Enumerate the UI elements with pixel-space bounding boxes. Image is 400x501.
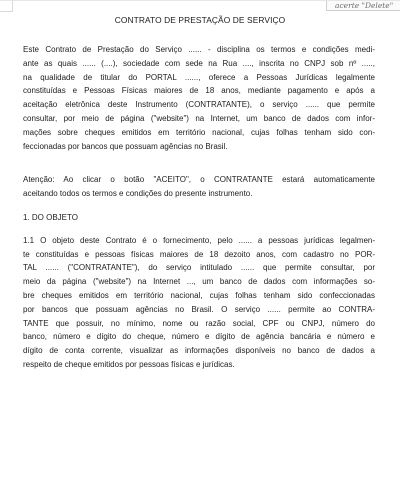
text-line: TANTE que possuir, no mínimo, nome ou razão social, CPF ou CNPJ, número do bbox=[23, 318, 375, 328]
text-line: te constituídas e pessoas físicas maiores de 18 dezoito anos, com cadastro no POR- bbox=[23, 249, 375, 259]
text-line: consultar, por meio de página ("website") na Internet, um banco de dados com infor- bbox=[23, 113, 375, 123]
text-line: Atenção: Ao clicar o botão "ACEITO", o CONTRATANTE estará automaticamente bbox=[23, 175, 375, 185]
attention-paragraph bbox=[23, 173, 375, 201]
text-line: banco, número e dígito do cheque, número e dígito de agência bancária e número e bbox=[23, 332, 375, 342]
text-line: meio da página ("website") na Internet ..., um banco de dados com informações so- bbox=[23, 277, 375, 287]
text-line: ante as quais ...... (....), sociedade com sede na Rua ...., inscrita no CNPJ sob nº ....., bbox=[23, 58, 375, 68]
text-line: dígito de conta corrente, visualizar as informações disponíveis no banco de dados a bbox=[23, 346, 375, 356]
document-title: CONTRATO DE PRESTAÇÃO DE SERVIÇO bbox=[114, 15, 286, 25]
text-line: Este Contrato de Prestação do Serviço ...... - disciplina os termos e condições medi- bbox=[23, 45, 375, 54]
text-line: respeito de cheque emitidos por pessoas físicas e jurídicas. bbox=[23, 359, 235, 369]
delete-hint-label: acerte "Delete" bbox=[326, 1, 400, 11]
section-heading: 1. DO OBJETO bbox=[23, 212, 78, 222]
text-line: na qualidade de titular do PORTAL ......, oferece a Pessoas Jurídicas legalmente bbox=[23, 72, 375, 82]
text-line: 1.1 O objeto deste Contrato é o fornecimento, pelo ...... a pessoas jurídicas legalmen- bbox=[23, 235, 375, 245]
text-line: por bancos que possuam agências no Brasil. O serviço ...... permite ao CONTRA- bbox=[23, 304, 375, 314]
text-line: feccionadas por bancos que possuam agências no Brasil. bbox=[23, 141, 228, 151]
text-line: aceitando todos os termos e condições do presente instrumento. bbox=[23, 189, 253, 199]
object-paragraph bbox=[23, 234, 375, 372]
text-line: mações sobre cheques emitidos em território nacional, cujas folhas tenham sido con- bbox=[23, 127, 375, 137]
intro-paragraph bbox=[23, 43, 375, 153]
text-line: bre cheques emitidos em território nacional, cujas folhas tenham sido confeccionadas bbox=[23, 290, 375, 300]
document-body bbox=[23, 43, 375, 372]
text-line: TAL ...... ("CONTRATANTE"), do serviço intitulado ...... que permite consultar, por bbox=[23, 263, 375, 273]
text-line: aceitação eletrônica deste Instrumento (CONTRATANTE), o serviço ...... que permite bbox=[23, 100, 375, 110]
text-line: constituídas e Pessoas Físicas maiores de 18 anos, mediante pagamento e após a bbox=[23, 86, 375, 96]
corner-marker bbox=[0, 1, 13, 12]
